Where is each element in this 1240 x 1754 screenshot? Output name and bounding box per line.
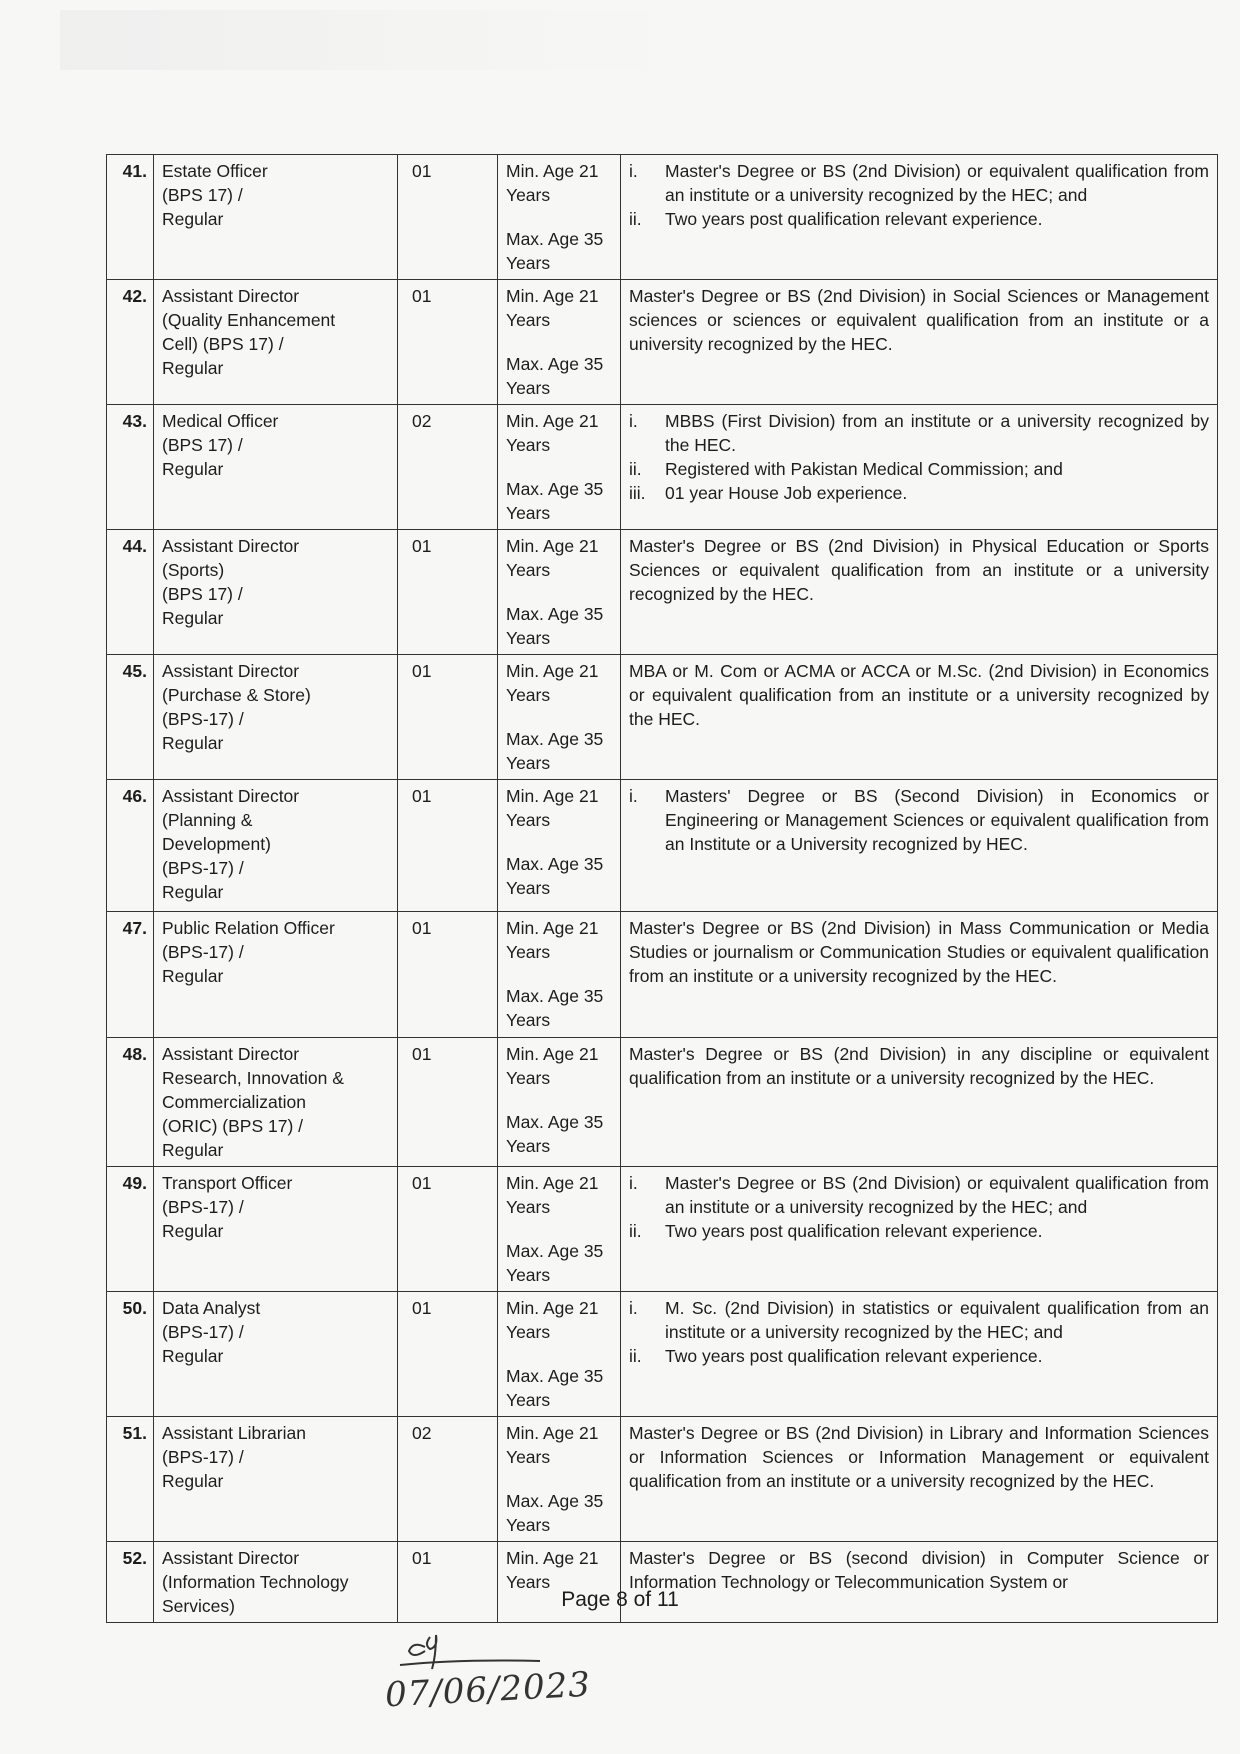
max-age: Max. Age 35 Years (506, 854, 604, 898)
post-line: Assistant Director (162, 1548, 300, 1568)
qualification (621, 1292, 1218, 1417)
item-text: Master's Degree or BS (2nd Division) or equivalent qualification from an institute or a university recognized by the HEC; and (665, 161, 1209, 205)
post-line: Regular (162, 966, 224, 986)
age-limit (498, 912, 621, 1038)
age-limit (498, 655, 621, 780)
table-row (107, 912, 1218, 1038)
item-text: Two years post qualification relevant experience. (665, 1346, 1043, 1366)
post-line: Public Relation Officer (162, 918, 335, 938)
post-count: 01 (398, 1038, 498, 1167)
min-age: Min. Age 21 Years (506, 1173, 599, 1217)
min-age: Min. Age 21 Years (506, 918, 599, 962)
post-title (154, 912, 398, 1038)
qualification (621, 1167, 1218, 1292)
post-line: (Planning & (162, 810, 253, 830)
min-age: Min. Age 21 Years (506, 1423, 599, 1467)
age-limit (498, 280, 621, 405)
post-line: Assistant Director (162, 661, 300, 681)
page-number: Page 8 of 11 (561, 1588, 679, 1611)
min-age: Min. Age 21 Years (506, 1298, 599, 1342)
signature-date: 07/06/2023 (384, 1664, 592, 1716)
max-age: Max. Age 35 Years (506, 604, 604, 648)
post-title (154, 405, 398, 530)
post-line: Assistant Director (162, 786, 300, 806)
serial-number: 48. (107, 1038, 154, 1167)
post-line: (BPS-17) / (162, 1447, 244, 1467)
post-count: 01 (398, 280, 498, 405)
post-line: Regular (162, 1346, 224, 1366)
item-numeral: ii. (629, 209, 642, 229)
min-age: Min. Age 21 Years (506, 1548, 599, 1592)
post-line: (BPS-17) / (162, 858, 244, 878)
table-row (107, 780, 1218, 912)
qualification-item (629, 1344, 1209, 1368)
qualification: Master's Degree or BS (second division) in Computer Science or Information Technology or Telecommunication System or (621, 1542, 1218, 1623)
post-line: (BPS-17) / (162, 942, 244, 962)
post-line: Cell) (BPS 17) / (162, 334, 284, 354)
min-age: Min. Age 21 Years (506, 1044, 599, 1088)
item-numeral: iii. (629, 483, 646, 503)
item-text: MBBS (First Division) from an institute or a university recognized by the HEC. (665, 411, 1209, 455)
item-text: Masters' Degree or BS (Second Division) in Economics or Engineering or Management Sciences or equivalent qualification from an Institute or a University recognized by HEC. (665, 786, 1209, 854)
item-numeral: ii. (629, 459, 642, 479)
qualification-item (629, 159, 1209, 207)
scan-shading (60, 10, 680, 70)
age-limit (498, 155, 621, 280)
item-text: Registered with Pakistan Medical Commission; and (665, 459, 1063, 479)
table-row (107, 1167, 1218, 1292)
qualification (621, 155, 1218, 280)
serial-number: 49. (107, 1167, 154, 1292)
post-count: 01 (398, 530, 498, 655)
serial-number: 46. (107, 780, 154, 912)
post-count: 01 (398, 1292, 498, 1417)
max-age: Max. Age 35 Years (506, 986, 604, 1030)
post-line: Transport Officer (162, 1173, 293, 1193)
max-age: Max. Age 35 Years (506, 1491, 604, 1535)
table-row (107, 1292, 1218, 1417)
min-age: Min. Age 21 Years (506, 786, 599, 830)
post-line: Regular (162, 733, 224, 753)
max-age: Max. Age 35 Years (506, 354, 604, 398)
max-age: Max. Age 35 Years (506, 229, 604, 273)
age-limit (498, 1167, 621, 1292)
serial-number: 51. (107, 1417, 154, 1542)
post-line: Assistant Director (162, 1044, 300, 1064)
post-line: Services) (162, 1596, 235, 1616)
qualification (621, 405, 1218, 530)
serial-number: 50. (107, 1292, 154, 1417)
age-limit (498, 1038, 621, 1167)
post-line: Data Analyst (162, 1298, 261, 1318)
post-title (154, 530, 398, 655)
min-age: Min. Age 21 Years (506, 661, 599, 705)
handwritten-signature (370, 1625, 630, 1675)
post-line: Regular (162, 1471, 224, 1491)
serial-number: 43. (107, 405, 154, 530)
post-line: (Sports) (162, 560, 225, 580)
age-limit (498, 1292, 621, 1417)
qualification (621, 780, 1218, 912)
qualification: Master's Degree or BS (2nd Division) in Social Sciences or Management sciences or sciences or equivalent qualification from an institute or a university recognized by the HEC. (621, 280, 1218, 405)
min-age: Min. Age 21 Years (506, 286, 599, 330)
post-title (154, 780, 398, 912)
post-line: Regular (162, 209, 224, 229)
post-count: 02 (398, 405, 498, 530)
age-limit (498, 530, 621, 655)
qualification-item (629, 457, 1209, 481)
item-numeral: i. (629, 786, 638, 806)
post-line: Assistant Librarian (162, 1423, 306, 1443)
post-line: Medical Officer (162, 411, 279, 431)
post-line: (BPS-17) / (162, 709, 244, 729)
post-count: 01 (398, 155, 498, 280)
age-limit (498, 1417, 621, 1542)
qualification: Master's Degree or BS (2nd Division) in any discipline or equivalent qualification from an institute or a university recognized by the HEC. (621, 1038, 1218, 1167)
post-line: Regular (162, 1221, 224, 1241)
post-line: Regular (162, 608, 224, 628)
post-line: Assistant Director (162, 536, 300, 556)
qualification: MBA or M. Com or ACMA or ACCA or M.Sc. (2nd Division) in Economics or equivalent qualification from an institute or a university recognized by the HEC. (621, 655, 1218, 780)
age-limit (498, 405, 621, 530)
post-count: 01 (398, 1167, 498, 1292)
item-text: Master's Degree or BS (2nd Division) or equivalent qualification from an institute or a university recognized by the HEC; and (665, 1173, 1209, 1217)
qualification-item (629, 481, 1209, 505)
item-numeral: i. (629, 161, 638, 181)
post-title (154, 280, 398, 405)
max-age: Max. Age 35 Years (506, 729, 604, 773)
min-age: Min. Age 21 Years (506, 536, 599, 580)
post-line: (Information Technology (162, 1572, 349, 1592)
qualification-item (629, 409, 1209, 457)
item-text: Two years post qualification relevant experience. (665, 209, 1043, 229)
serial-number: 44. (107, 530, 154, 655)
post-title (154, 1038, 398, 1167)
post-line: Development) (162, 834, 271, 854)
serial-number: 42. (107, 280, 154, 405)
table-row (107, 1038, 1218, 1167)
post-line: (Purchase & Store) (162, 685, 311, 705)
qualification-item (629, 1219, 1209, 1243)
post-line: Research, Innovation & (162, 1068, 344, 1088)
max-age: Max. Age 35 Years (506, 1241, 604, 1285)
serial-number: 41. (107, 155, 154, 280)
post-title (154, 1417, 398, 1542)
max-age: Max. Age 35 Years (506, 1112, 604, 1156)
qualification-item (629, 784, 1209, 856)
item-text: M. Sc. (2nd Division) in statistics or equivalent qualification from an institute or a university recognized by the HEC; and (665, 1298, 1209, 1342)
post-count: 02 (398, 1417, 498, 1542)
post-count: 01 (398, 1542, 498, 1623)
post-count: 01 (398, 912, 498, 1038)
qualification: Master's Degree or BS (2nd Division) in Mass Communication or Media Studies or journalism or Communication Studies or equivalent qualification from an institute or a university recognized by the HEC. (621, 912, 1218, 1038)
post-title (154, 155, 398, 280)
post-line: (BPS 17) / (162, 185, 243, 205)
item-text: Two years post qualification relevant experience. (665, 1221, 1043, 1241)
post-line: (Quality Enhancement (162, 310, 336, 330)
post-line: Regular (162, 358, 224, 378)
item-numeral: ii. (629, 1221, 642, 1241)
serial-number: 47. (107, 912, 154, 1038)
item-text: 01 year House Job experience. (665, 483, 908, 503)
item-numeral: ii. (629, 1346, 642, 1366)
post-count: 01 (398, 780, 498, 912)
post-title (154, 655, 398, 780)
post-line: Regular (162, 882, 224, 902)
post-line: (BPS-17) / (162, 1197, 244, 1217)
post-line: (BPS-17) / (162, 1322, 244, 1342)
post-line: (BPS 17) / (162, 584, 243, 604)
max-age: Max. Age 35 Years (506, 1366, 604, 1410)
serial-number: 45. (107, 655, 154, 780)
post-line: Commercialization (162, 1092, 306, 1112)
min-age: Min. Age 21 Years (506, 161, 599, 205)
post-line: Regular (162, 1140, 224, 1160)
table-row (107, 405, 1218, 530)
table-row (107, 530, 1218, 655)
post-line: (BPS 17) / (162, 435, 243, 455)
min-age: Min. Age 21 Years (506, 411, 599, 455)
post-line: Assistant Director (162, 286, 300, 306)
post-title (154, 1292, 398, 1417)
table-row (107, 1417, 1218, 1542)
item-numeral: i. (629, 411, 638, 431)
post-count: 01 (398, 655, 498, 780)
item-numeral: i. (629, 1173, 638, 1193)
max-age: Max. Age 35 Years (506, 479, 604, 523)
post-line: Regular (162, 459, 224, 479)
table-row (107, 280, 1218, 405)
qualification-item (629, 207, 1209, 231)
post-line: Estate Officer (162, 161, 268, 181)
serial-number: 52. (107, 1542, 154, 1623)
table-row (107, 155, 1218, 280)
post-title (154, 1167, 398, 1292)
post-line: (ORIC) (BPS 17) / (162, 1116, 303, 1136)
qualification-item (629, 1296, 1209, 1344)
age-limit (498, 780, 621, 912)
qualification: Master's Degree or BS (2nd Division) in Library and Information Sciences or Information Sciences or Information Management or equivalent qualification from an institute or a university recognized by the HEC. (621, 1417, 1218, 1542)
item-numeral: i. (629, 1298, 638, 1318)
qualification-item (629, 1171, 1209, 1219)
positions-table (106, 154, 1218, 1623)
qualification: Master's Degree or BS (2nd Division) in Physical Education or Sports Sciences or equivalent qualification from an institute or a university recognized by the HEC. (621, 530, 1218, 655)
table-row (107, 655, 1218, 780)
